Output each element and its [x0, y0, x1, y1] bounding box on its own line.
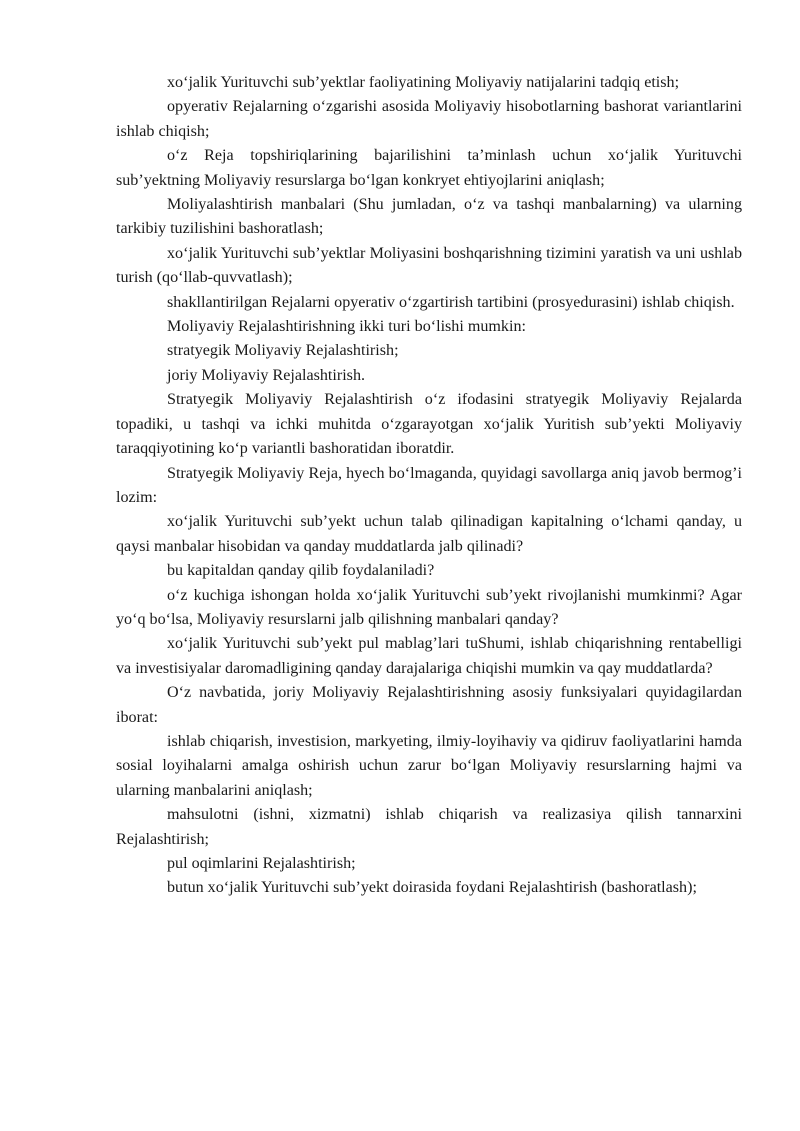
paragraph: Stratyegik Moliyaviy Reja, hyech bo‘lmaganda, quyidagi savollarga aniq javob bermog’i lozim:	[116, 464, 742, 506]
paragraph: mahsulotni (ishni, xizmatni) ishlab chiqarish va realizasiya qilish tannarxini Rejalashtirish;	[116, 806, 742, 848]
paragraph: o‘z Reja topshiriqlarining bajarilishini ta’minlash uchun xo‘jalik Yurituvchi sub’yektning Moliyaviy resurslarga bo‘lgan konkryet ehtiyojlarini aniqlash;	[116, 147, 742, 189]
paragraph: Stratyegik Moliyaviy Rejalashtirish o‘z ifodasini stratyegik Moliyaviy Rejalarda topadiki, u tashqi va ichki muhitda o‘zgarayotgan xo‘jalik Yuritish sub’yekti Moliyaviy taraqqiyotining ko‘p variantli bashoratidan iboratdir.	[116, 391, 742, 458]
paragraph: xo‘jalik Yurituvchi sub’yektlar faoliyatining Moliyaviy natijalarini tadqiq etish;	[167, 74, 680, 91]
paragraph: o‘z kuchiga ishongan holda xo‘jalik Yurituvchi sub’yekt rivojlanishi mumkinmi? Agar yo‘q bo‘lsa, Moliyaviy resurslarni jalb qilishning manbalari qanday?	[116, 586, 742, 628]
paragraph: Moliyalashtirish manbalari (Shu jumladan, o‘z va tashqi manbalarning) va ularning tarkibiy tuzilishini bashoratlash;	[116, 196, 742, 238]
paragraph: pul oqimlarini Rejalashtirish;	[167, 855, 356, 872]
paragraph: xo‘jalik Yurituvchi sub’yekt uchun talab qilinadigan kapitalning o‘lchami qanday, u qaysi manbalar hisobidan va qanday muddatlarda jalb qilinadi?	[116, 513, 742, 555]
paragraph: shakllantirilgan Rejalarni opyerativ o‘zgartirish tartibini (prosyedurasini) ishlab chiqish.	[167, 293, 735, 311]
paragraph: ishlab chiqarish, investision, markyeting, ilmiy-loyihaviy va qidiruv faoliyatlarini hamda sosial loyihalarni amalga oshirish uchun zarur bo‘lgan Moliyaviy resurslarning hajmi va ularning manbalarini aniqlash;	[116, 732, 742, 799]
paragraph: xo‘jalik Yurituvchi sub’yekt pul mablag’lari tuShumi, ishlab chiqarishning rentabelligi va investisiyalar daromadligining qanday darajalariga chiqishi mumkin va qay muddatlarda?	[116, 635, 742, 677]
paragraph: bu kapitaldan qanday qilib foydalaniladi?	[167, 562, 435, 580]
paragraph: joriy Moliyaviy Rejalashtirish.	[167, 366, 366, 384]
paragraph: Moliyaviy Rejalashtirishning ikki turi bo‘lishi mumkin:	[167, 318, 526, 336]
paragraph: butun xo‘jalik Yurituvchi sub’yekt doirasida foydani Rejalashtirish (bashoratlash);	[167, 879, 697, 897]
paragraph: xo‘jalik Yurituvchi sub’yektlar Moliyasini boshqarishning tizimini yaratish va uni ushlab turish (qo‘llab-quvvatlash);	[116, 244, 742, 287]
paragraph: stratyegik Moliyaviy Rejalashtirish;	[167, 342, 399, 360]
document-page	[116, 71, 742, 901]
paragraph: O‘z navbatida, joriy Moliyaviy Rejalashtirishning asosiy funksiyalari quyidagilardan iborat:	[116, 684, 742, 726]
paragraph: opyerativ Rejalarning o‘zgarishi asosida Moliyaviy hisobotlarning bashorat variantlarini ishlab chiqish;	[116, 98, 742, 140]
